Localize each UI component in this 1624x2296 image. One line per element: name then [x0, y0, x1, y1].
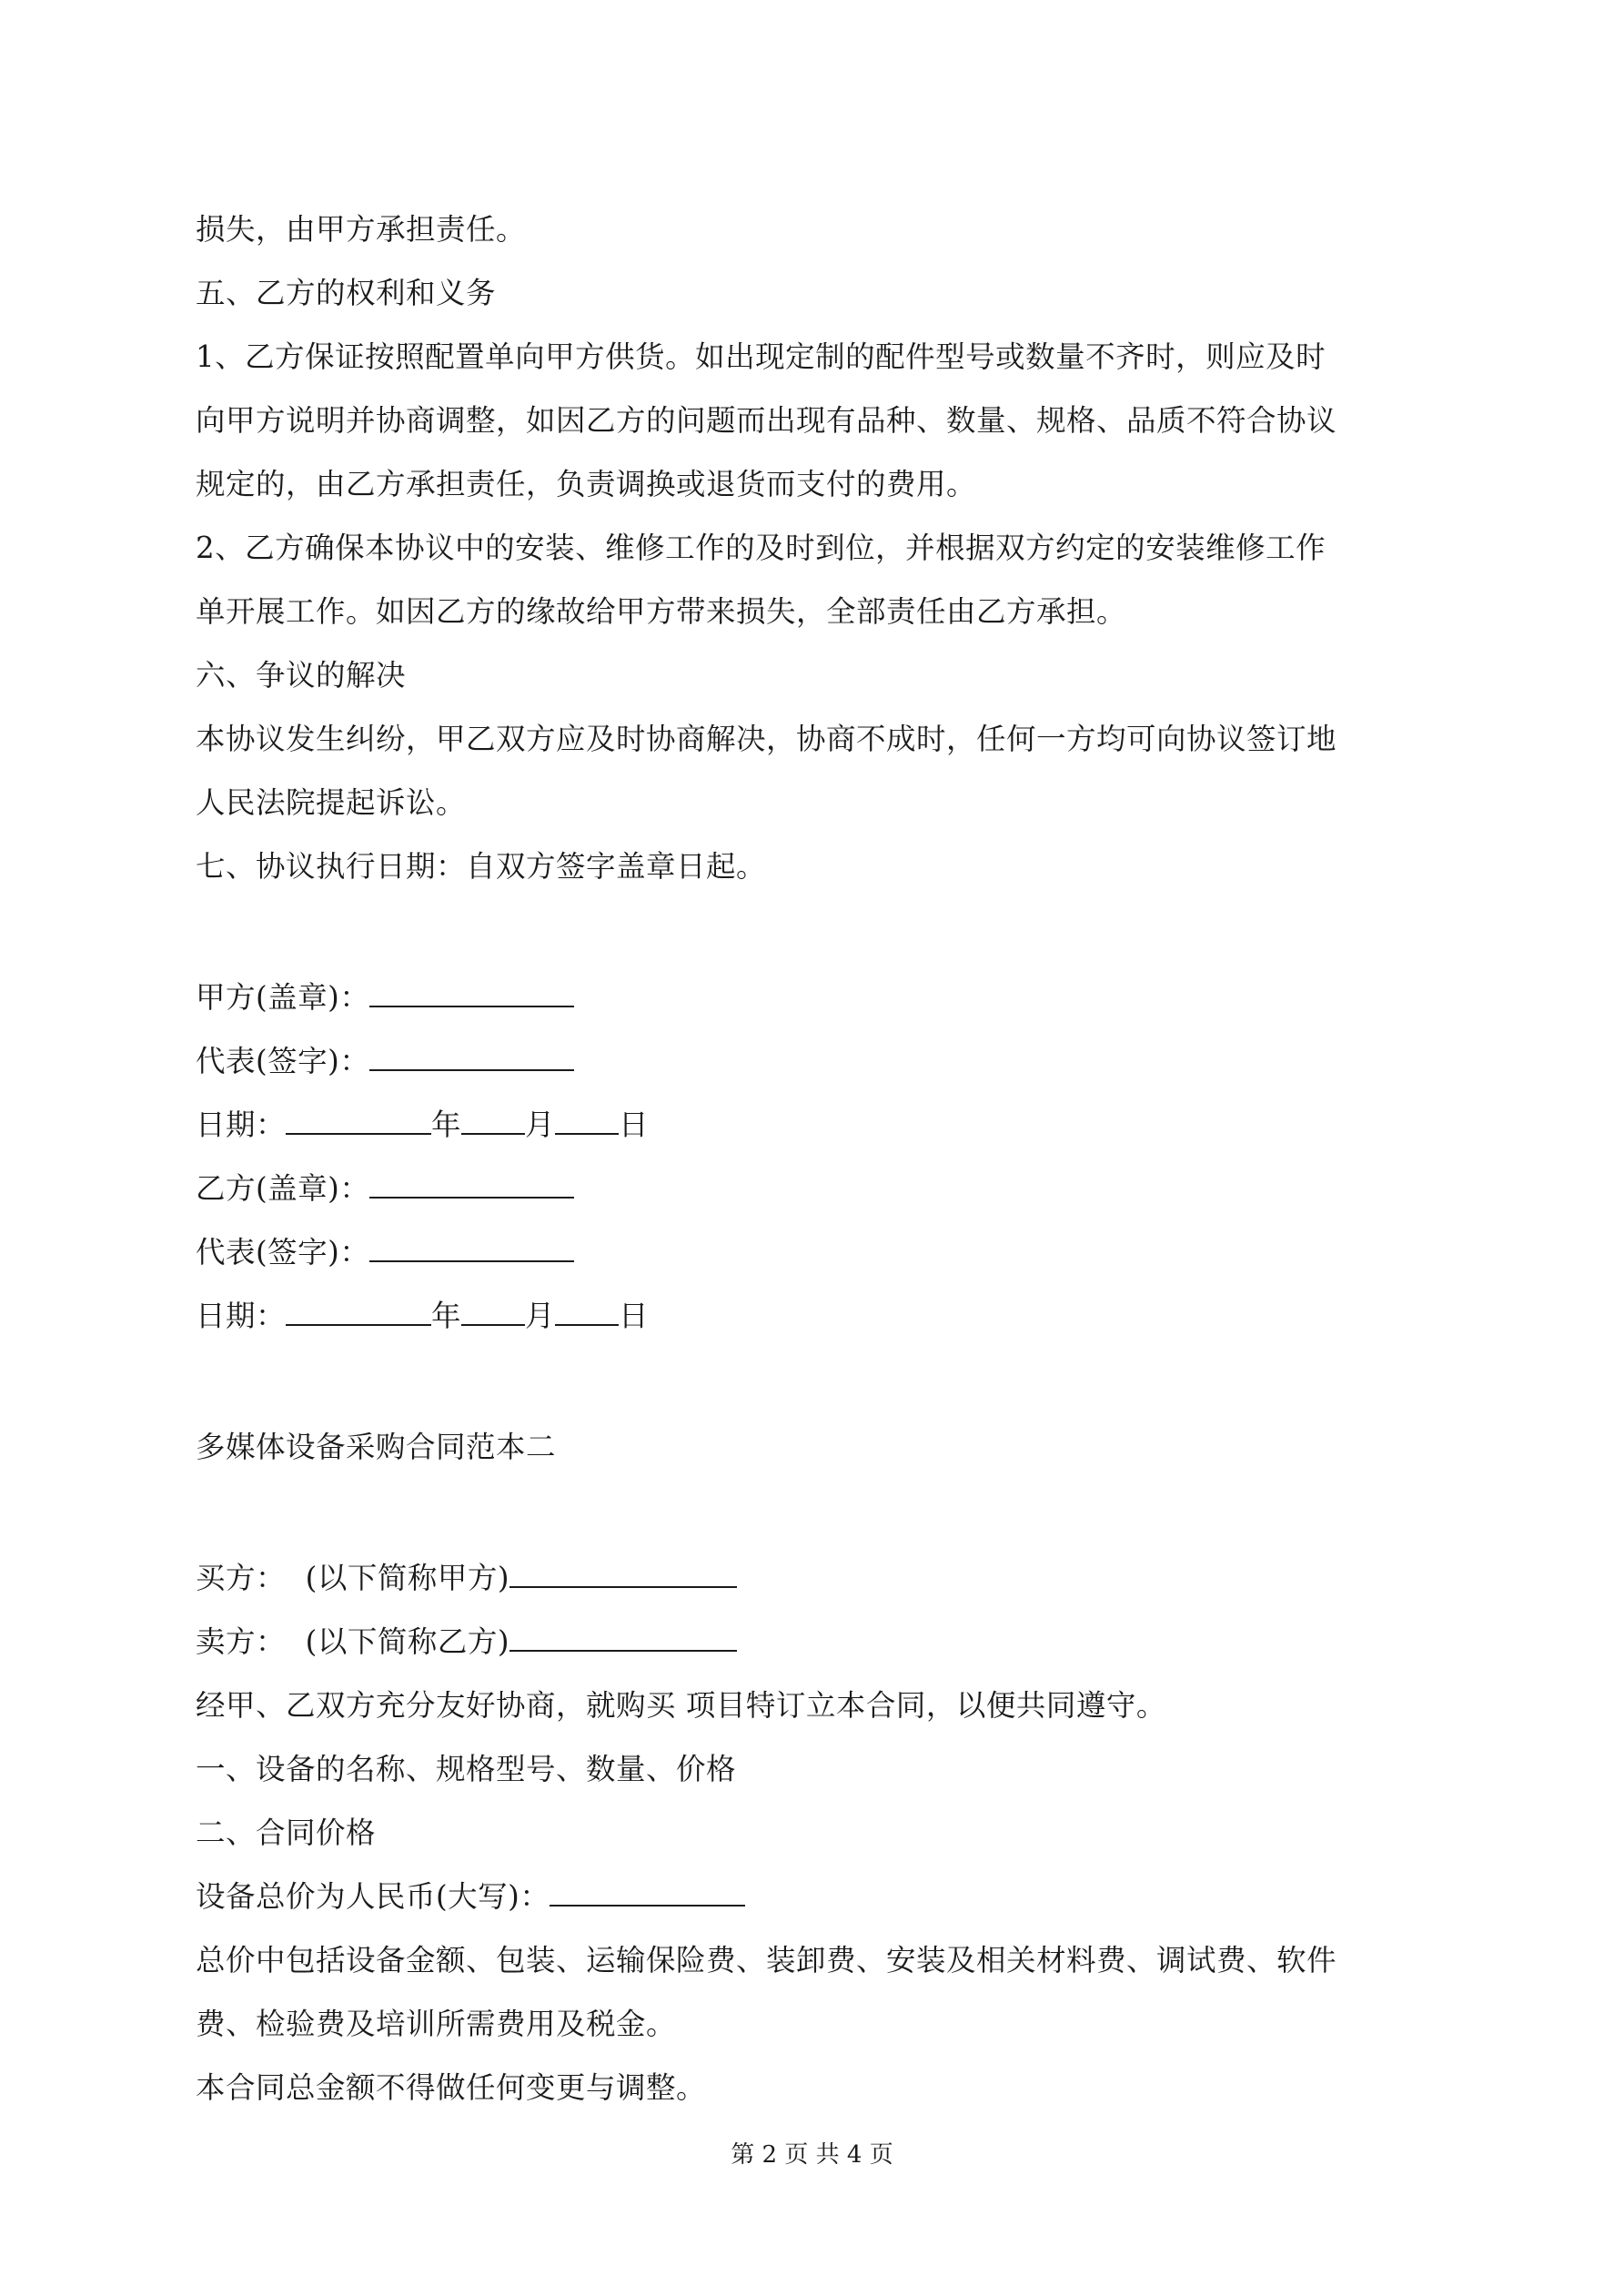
party-b-rep-line [196, 1234, 574, 1270]
paragraph-line: 经甲、乙双方充分友好协商，就购买 项目特订立本合同，以便共同遵守。 [196, 1688, 1166, 1723]
total-price-line [196, 1878, 745, 1915]
date-a-month-blank[interactable] [461, 1108, 525, 1135]
section-heading: 六、争议的解决 [196, 658, 407, 693]
party-b-rep-blank[interactable] [369, 1235, 574, 1262]
total-price-blank[interactable] [550, 1879, 745, 1907]
paragraph-line: 1、乙方保证按照配置单向甲方供货。如出现定制的配件型号或数量不齐时，则应及时 [196, 339, 1326, 374]
paragraph-line: 规定的，由乙方承担责任，负责调换或退货而支付的费用。 [196, 467, 977, 501]
date-b-year-blank[interactable] [286, 1299, 431, 1326]
buyer-line [196, 1560, 737, 1596]
section-heading: 五、乙方的权利和义务 [196, 276, 497, 310]
date-b-day-blank[interactable] [555, 1299, 619, 1326]
party-a-seal-blank[interactable] [369, 980, 574, 1007]
paragraph-line: 2、乙方确保本协议中的安装、维修工作的及时到位，并根据双方约定的安装维修工作 [196, 531, 1326, 565]
paragraph-line: 总价中包括设备金额、包装、运输保险费、装卸费、安装及相关材料费、调试费、软件 [196, 1943, 1337, 1977]
paragraph-line: 单开展工作。如因乙方的缘故给甲方带来损失，全部责任由乙方承担。 [196, 594, 1127, 629]
date-b-line [196, 1298, 649, 1334]
party-a-seal-label: 甲方(盖章)： [196, 980, 370, 1015]
buyer-label: 买方： (以下简称甲方) [196, 1561, 510, 1595]
paragraph-line: 七、协议执行日期：自双方签字盖章日起。 [196, 849, 767, 884]
seller-label: 卖方： (以下简称乙方) [196, 1624, 510, 1659]
total-price-label: 设备总价为人民币(大写)： [196, 1879, 550, 1914]
date-b-month-blank[interactable] [461, 1299, 525, 1326]
party-b-rep-label: 代表(签字)： [196, 1235, 370, 1269]
buyer-blank[interactable] [509, 1561, 737, 1588]
section-heading: 二、合同价格 [196, 1816, 377, 1850]
party-a-rep-line [196, 1043, 574, 1079]
date-a-line [196, 1107, 649, 1143]
paragraph-line: 损失，由甲方承担责任。 [196, 212, 527, 247]
day-label: 日 [619, 1108, 650, 1142]
section-heading: 一、设备的名称、规格型号、数量、价格 [196, 1752, 737, 1786]
party-b-seal-blank[interactable] [369, 1171, 574, 1199]
party-a-rep-blank[interactable] [369, 1044, 574, 1071]
paragraph-line: 本合同总金额不得做任何变更与调整。 [196, 2070, 707, 2105]
year-label: 年 [431, 1299, 462, 1333]
month-label: 月 [525, 1299, 556, 1333]
seller-line [196, 1623, 737, 1660]
party-a-seal-line [196, 979, 574, 1016]
paragraph-line: 向甲方说明并协商调整，如因乙方的问题而出现有品种、数量、规格、品质不符合协议 [196, 403, 1337, 438]
party-a-rep-label: 代表(签字)： [196, 1044, 370, 1078]
seller-blank[interactable] [509, 1624, 737, 1652]
paragraph-line: 本协议发生纠纷，甲乙双方应及时协商解决，协商不成时，任何一方均可向协议签订地 [196, 722, 1337, 756]
page-footer: 第 2 页 共 4 页 [731, 2141, 893, 2169]
date-a-label: 日期： [196, 1108, 287, 1142]
contract-title: 多媒体设备采购合同范本二 [196, 1430, 557, 1464]
party-b-seal-label: 乙方(盖章)： [196, 1171, 370, 1206]
paragraph-line: 费、检验费及培训所需费用及税金。 [196, 2007, 677, 2041]
year-label: 年 [431, 1108, 462, 1142]
date-a-year-blank[interactable] [286, 1108, 431, 1135]
day-label: 日 [619, 1299, 650, 1333]
month-label: 月 [525, 1108, 556, 1142]
party-b-seal-line [196, 1170, 574, 1207]
date-b-label: 日期： [196, 1299, 287, 1333]
paragraph-line: 人民法院提起诉讼。 [196, 785, 467, 820]
date-a-day-blank[interactable] [555, 1108, 619, 1135]
